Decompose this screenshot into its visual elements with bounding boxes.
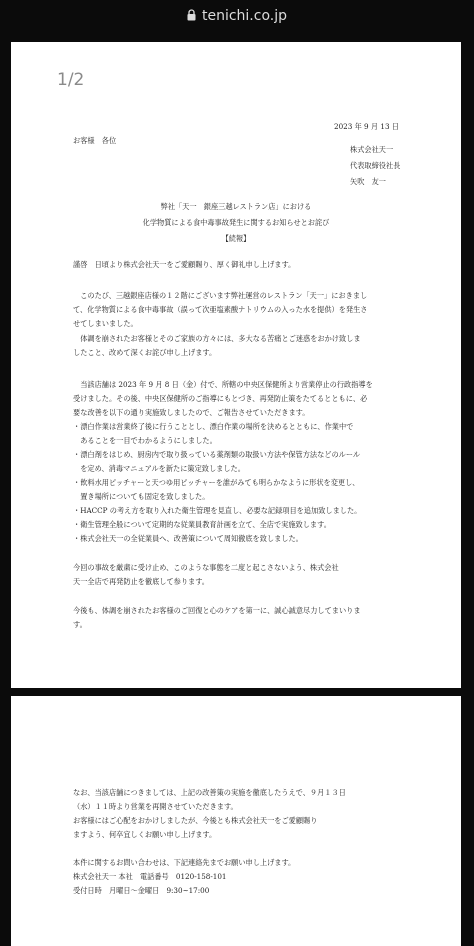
bullet-line: ・衛生管理全般について定期的な従業員教育計画を立て、全店で実施致します。 — [73, 520, 331, 529]
contact-line: 本件に関するお問い合わせは、下記連絡先までお願い申し上げます。 — [73, 858, 296, 867]
document-page-1 — [11, 42, 461, 688]
bullet-line: ・株式会社天一の全従業員へ、改善策について周知徹底を致しました。 — [73, 534, 303, 543]
paragraph-line: 今後も、体調を崩されたお客様のご回復と心のケアを第一に、誠心誠意尽力してまいりま — [73, 606, 361, 615]
paragraph-line: このたび、三越銀座店様の１２階にございます弊社運営のレストラン「天一」におきまし — [73, 291, 368, 300]
lock-icon — [187, 9, 196, 21]
document-date: 2023 年 9 月 13 日 — [334, 122, 399, 131]
bullet-line: ・飲料水用ピッチャーと天つゆ用ピッチャーを誰がみても明らかなように形状を変更し、 — [73, 478, 360, 487]
greeting: 謹啓 日頃より株式会社天一をご愛顧賜り、厚く御礼申し上げます。 — [73, 260, 296, 269]
url-text: tenichi.co.jp — [201, 8, 288, 24]
notice-title-line-2: 化学物質による食中毒事故発生に関するお知らせとお詫び — [142, 218, 330, 227]
contact-line: 株式会社天一 本社 電話番号 0120-158-101 — [73, 872, 227, 881]
page-indicator: 1/2 — [57, 70, 85, 90]
paragraph-line: 受けました。その後、中央区保健所のご指導にもとづき、再発防止策をたてるとともに、必 — [73, 394, 368, 403]
recipient: お客様 各位 — [73, 136, 117, 145]
paragraph-line: て、化学物質による食中毒事故（誤って次亜塩素酸ナトリウムの入った水を提供）を発生さ — [73, 305, 368, 314]
paragraph-line: 当該店舗は 2023 年 9 月 8 日（金）付で、所轄の中央区保健所より営業停止の行政指導を — [73, 380, 373, 389]
browser-address-bar[interactable] — [0, 0, 474, 34]
paragraph-line: 体調を崩されたお客様とそのご家族の方々には、多大なる苦痛とご迷惑をおかけ致しま — [73, 334, 361, 343]
paragraph-line: 天一全店で再発防止を徹底して参ります。 — [73, 577, 209, 586]
bullet-line: 置き場所についても固定を致しました。 — [73, 492, 210, 501]
notice-title-line-3: 【続報】 — [221, 234, 251, 243]
paragraph-line: す。 — [73, 620, 87, 629]
company-name: 株式会社天一 — [350, 145, 394, 154]
bullet-line: ・漂白剤をはじめ、厨房内で取り扱っている薬剤類の取扱い方法や保管方法などのルール — [73, 450, 361, 459]
paragraph-line: したこと、改めて深くお詫び申し上げます。 — [73, 348, 217, 357]
paragraph-line: なお、当該店舗につきましては、上記の改善策の実施を徹底したうえで、９月１３日 — [73, 788, 346, 797]
contact-line: 受付日時 月曜日～金曜日 9:30~17:00 — [73, 886, 210, 895]
paragraph-line: 今回の事故を厳粛に受け止め、このような事態を二度と起こさないよう、株式会社 — [73, 563, 339, 572]
representative-name: 矢吹 友一 — [350, 177, 386, 186]
paragraph-line: （水）１１時より営業を再開させていただきます。 — [73, 802, 238, 811]
bullet-line: ・漂白作業は営業終了後に行うこととし、漂白作業の場所を決めるとともに、作業中で — [73, 422, 354, 431]
notice-title-line-1: 弊社「天一 銀座三越レストラン店」における — [160, 202, 312, 211]
paragraph-line: 要な改善を以下の通り実施致しましたので、ご報告させていただきます。 — [73, 408, 310, 417]
paragraph-line: ますよう、何卒宜しくお願い申し上げます。 — [73, 830, 217, 839]
bullet-line: を定め、消毒マニュアルを新たに策定致しました。 — [73, 464, 245, 473]
bullet-line: ・HACCP の考え方を取り入れた衛生管理を見直し、必要な記録項目を追加致しました。 — [73, 506, 362, 515]
document-page-2 — [11, 696, 461, 946]
representative-title: 代表取締役社長 — [350, 161, 401, 170]
paragraph-line: お客様にはご心配をおかけしましたが、今後とも株式会社天一をご愛顧賜り — [73, 816, 318, 825]
url-display[interactable] — [0, 7, 474, 25]
paragraph-line: せてしまいました。 — [73, 319, 138, 328]
bullet-line: あることを一目でわかるようにしました。 — [73, 436, 217, 445]
